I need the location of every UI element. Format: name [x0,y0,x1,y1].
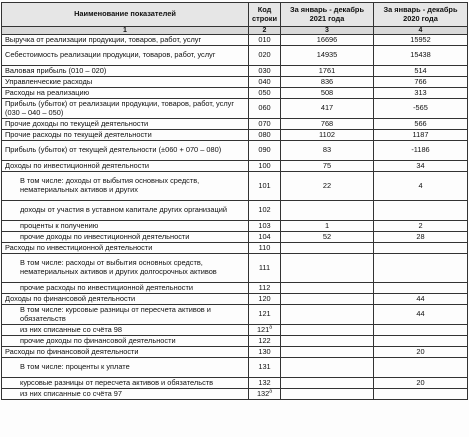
row-code [249,35,281,46]
value-2020: 15952 [374,35,468,46]
table-row [2,294,468,305]
row-code-value: 131 [258,362,271,372]
row-code-value: 102 [258,205,271,215]
value-2020: 15438 [374,46,468,66]
row-label: Расходы на реализацию [2,88,249,99]
table-row [2,35,468,46]
column-number: 2 [249,27,281,35]
row-label: из них списанные со счёта 97 [2,389,249,400]
value-2020 [374,201,468,221]
value-2021 [281,378,374,389]
value-2020: 44 [374,294,468,305]
table-row [2,66,468,77]
row-label: Валовая прибыль (010 – 020) [2,66,249,77]
row-label: курсовые разницы от пересчета активов и обязательств [2,378,249,389]
value-2021 [281,305,374,325]
row-code-value: 132 [256,388,270,398]
value-2020 [374,243,468,254]
value-2021: 1 [281,221,374,232]
value-2021 [281,283,374,294]
value-2020 [374,283,468,294]
value-2020: 2 [374,221,468,232]
table-row [2,347,468,358]
row-label: доходы от участия в уставном капитале других организаций [2,201,249,221]
value-2020: 20 [374,378,468,389]
value-2020 [374,389,468,400]
value-2020: 28 [374,232,468,243]
value-2020: -565 [374,99,468,119]
value-2020: -1186 [374,141,468,161]
row-code [249,46,281,66]
value-2021 [281,325,374,336]
row-code-value: 121 [258,309,271,319]
table-row [2,46,468,66]
row-label: проценты к получению [2,221,249,232]
value-2021 [281,347,374,358]
value-2020: 44 [374,305,468,325]
row-code [249,232,281,243]
table-row [2,358,468,378]
row-code-value: 120 [258,293,271,303]
table-row [2,221,468,232]
value-2021 [281,389,374,400]
value-2021: 14935 [281,46,374,66]
header-code: Код строки [249,3,281,27]
value-2021 [281,201,374,221]
row-code-value: 020 [258,50,271,60]
value-2020: 1187 [374,130,468,141]
row-code-superscript: а [269,324,273,331]
row-label: прочие расходы по инвестиционной деятельности [2,283,249,294]
row-code [249,99,281,119]
table-row [2,254,468,283]
table-row [2,325,468,336]
table-row [2,99,468,119]
row-label: Управленческие расходы [2,77,249,88]
table-row [2,201,468,221]
value-2020: 514 [374,66,468,77]
row-label: Доходы по финансовой деятельности [2,294,249,305]
value-2021: 1102 [281,130,374,141]
table-row [2,141,468,161]
table-row [2,130,468,141]
row-code-value: 110 [258,242,271,252]
row-label: прочие доходы по финансовой деятельности [2,336,249,347]
row-code [249,161,281,172]
row-code-value: 112 [258,282,271,292]
row-code [249,336,281,347]
value-2021 [281,336,374,347]
row-code-value: 121 [256,324,270,334]
value-2021: 22 [281,172,374,201]
row-code [249,243,281,254]
table-body [2,27,468,400]
table-row [2,336,468,347]
table-row [2,161,468,172]
value-2020: 766 [374,77,468,88]
row-label: Расходы по финансовой деятельности [2,347,249,358]
row-code [249,201,281,221]
row-code [249,294,281,305]
row-code [249,325,281,336]
row-code [249,130,281,141]
row-label: В том числе: расходы от выбытия основных средств, нематериальных активов и других долгосрочных активов [2,254,249,283]
row-label: Прибыль (убыток) от текущей деятельности (±060 + 070 – 080) [2,141,249,161]
table-row [2,88,468,99]
table-row [2,389,468,400]
row-code [249,389,281,400]
row-code-value: 104 [258,231,271,241]
table-row [2,232,468,243]
row-code [249,77,281,88]
column-number: 3 [281,27,374,35]
row-code-value: 030 [258,65,271,75]
profit-loss-table [1,2,468,400]
row-label: из них списанные со счёта 98 [2,325,249,336]
value-2021 [281,254,374,283]
row-code-value: 080 [258,129,271,139]
value-2021: 417 [281,99,374,119]
column-number: 4 [374,27,468,35]
row-code [249,141,281,161]
column-number: 1 [2,27,249,35]
table-row [2,172,468,201]
value-2020 [374,358,468,378]
value-2020 [374,254,468,283]
row-code-value: 111 [258,262,271,272]
row-label: Доходы по инвестиционной деятельности [2,161,249,172]
value-2020: 4 [374,172,468,201]
row-label: В том числе: курсовые разницы от пересчета активов и обязательств [2,305,249,325]
row-code-superscript: а [269,388,273,395]
row-code-value: 130 [258,346,271,356]
row-label: Прибыль (убыток) от реализации продукции, товаров, работ, услуг (030 – 040 – 050) [2,99,249,119]
row-code [249,283,281,294]
value-2021: 52 [281,232,374,243]
value-2021: 75 [281,161,374,172]
value-2021 [281,358,374,378]
table-row [2,283,468,294]
row-code-value: 090 [258,145,271,155]
row-label: Выручка от реализации продукции, товаров, работ, услуг [2,35,249,46]
value-2020 [374,336,468,347]
value-2020: 566 [374,119,468,130]
row-label: В том числе: доходы от выбытия основных средств, нематериальных активов и других [2,172,249,201]
row-code [249,119,281,130]
row-code [249,254,281,283]
row-code [249,66,281,77]
row-code [249,221,281,232]
row-label: В том числе: проценты к уплате [2,358,249,378]
row-code [249,172,281,201]
row-code-value: 060 [258,103,271,113]
value-2020 [374,325,468,336]
row-code-value: 132 [258,377,271,387]
value-2021: 836 [281,77,374,88]
value-2020: 34 [374,161,468,172]
row-label: Прочие расходы по текущей деятельности [2,130,249,141]
value-2020: 313 [374,88,468,99]
row-label: Расходы по инвестиционной деятельности [2,243,249,254]
table-row [2,243,468,254]
table-row [2,77,468,88]
value-2021: 16696 [281,35,374,46]
row-label: Себестоимость реализации продукции, товаров, работ, услуг [2,46,249,66]
row-label: Прочие доходы по текущей деятельности [2,119,249,130]
value-2021: 508 [281,88,374,99]
header-period-prev: За январь - декабрь 2020 года [374,3,468,27]
row-code-value: 070 [258,118,271,128]
header-period-current: За январь - декабрь 2021 года [281,3,374,27]
table-row [2,119,468,130]
row-code-value: 010 [258,34,271,44]
row-code-value: 103 [258,220,271,230]
value-2021 [281,294,374,305]
column-number-row [2,27,468,35]
row-code-value: 040 [258,76,271,86]
row-code [249,305,281,325]
row-code-value: 050 [258,87,271,97]
row-code [249,358,281,378]
value-2020: 20 [374,347,468,358]
value-2021: 83 [281,141,374,161]
row-label: прочие доходы по инвестиционной деятельности [2,232,249,243]
header-name: Наименование показателей [2,3,249,27]
row-code [249,347,281,358]
row-code [249,378,281,389]
row-code-value: 101 [258,180,271,190]
value-2021 [281,243,374,254]
table-row [2,305,468,325]
row-code [249,88,281,99]
row-code-value: 100 [258,160,271,170]
value-2021: 768 [281,119,374,130]
value-2021: 1761 [281,66,374,77]
table-row [2,378,468,389]
row-code-value: 122 [258,335,271,345]
